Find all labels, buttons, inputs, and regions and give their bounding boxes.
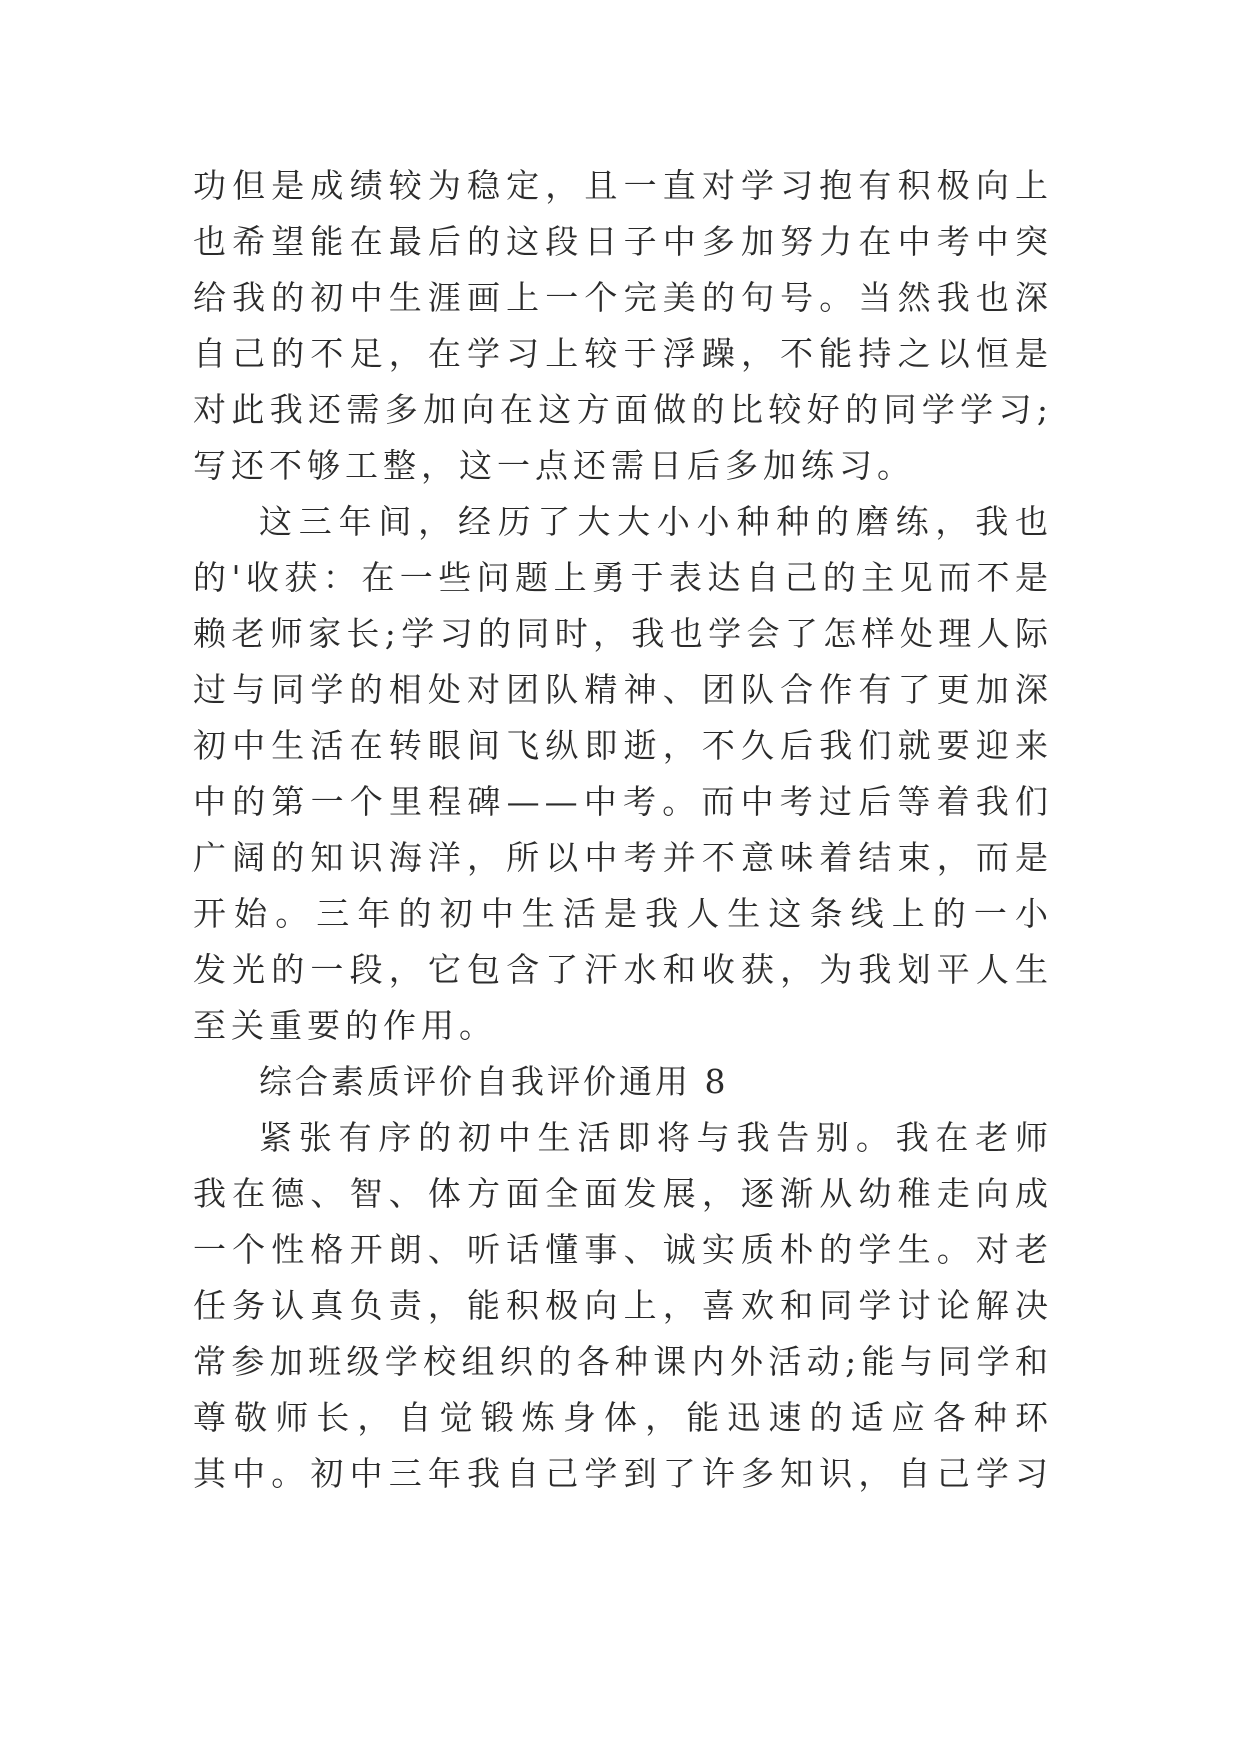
text-line: 任务认真负责，能积极向上，喜欢和同学讨论解决 (193, 1286, 1053, 1325)
paragraph-first-line: 这三年间，经历了大大小小种种的磨练，我也 (259, 502, 1053, 541)
text-line: 自己的不足，在学习上较于浮躁，不能持之以恒是 (193, 334, 1053, 373)
text-line: 发光的一段，它包含了汗水和收获，为我划平人生 (193, 950, 1053, 989)
text-line: 尊敬师长，自觉锻炼身体，能迅速的适应各种环 (193, 1398, 1053, 1437)
text-line: 初中生活在转眼间飞纵即逝，不久后我们就要迎来 (193, 726, 1053, 765)
text-line: 赖老师家长;学习的同时，我也学会了怎样处理人际 (193, 614, 1053, 653)
document-body (193, 158, 1053, 1502)
text-line: 广阔的知识海洋，所以中考并不意味着结束，而是 (193, 838, 1053, 877)
text-line: 的'收获：在一些问题上勇于表达自己的主见而不是 (193, 558, 1053, 597)
text-line: 开始。三年的初中生活是我人生这条线上的一小 (193, 894, 1053, 933)
text-line: 写还不够工整，这一点还需日后多加练习。 (193, 446, 915, 485)
text-line: 至关重要的作用。 (193, 1006, 497, 1045)
paragraph-first-line: 紧张有序的初中生活即将与我告别。我在老师 (259, 1118, 1053, 1157)
text-line: 功但是成绩较为稳定，且一直对学习抱有积极向上 (193, 166, 1053, 205)
text-line: 一个性格开朗、听话懂事、诚实质朴的学生。对老 (193, 1230, 1053, 1269)
text-line: 常参加班级学校组织的各种课内外活动;能与同学和 (193, 1342, 1053, 1381)
text-line: 中的第一个里程碑——中考。而中考过后等着我们 (193, 782, 1053, 821)
text-line: 也希望能在最后的这段日子中多加努力在中考中突 (193, 222, 1053, 261)
text-line: 给我的初中生涯画上一个完美的句号。当然我也深 (193, 278, 1053, 317)
text-line: 过与同学的相处对团队精神、团队合作有了更加深 (193, 670, 1053, 709)
section-heading: 综合素质评价自我评价通用 8 (259, 1062, 729, 1101)
text-line: 其中。初中三年我自己学到了许多知识，自己学习 (193, 1454, 1053, 1493)
text-line: 对此我还需多加向在这方面做的比较好的同学学习; (193, 390, 1053, 429)
text-line: 我在德、智、体方面全面发展，逐渐从幼稚走向成 (193, 1174, 1053, 1213)
